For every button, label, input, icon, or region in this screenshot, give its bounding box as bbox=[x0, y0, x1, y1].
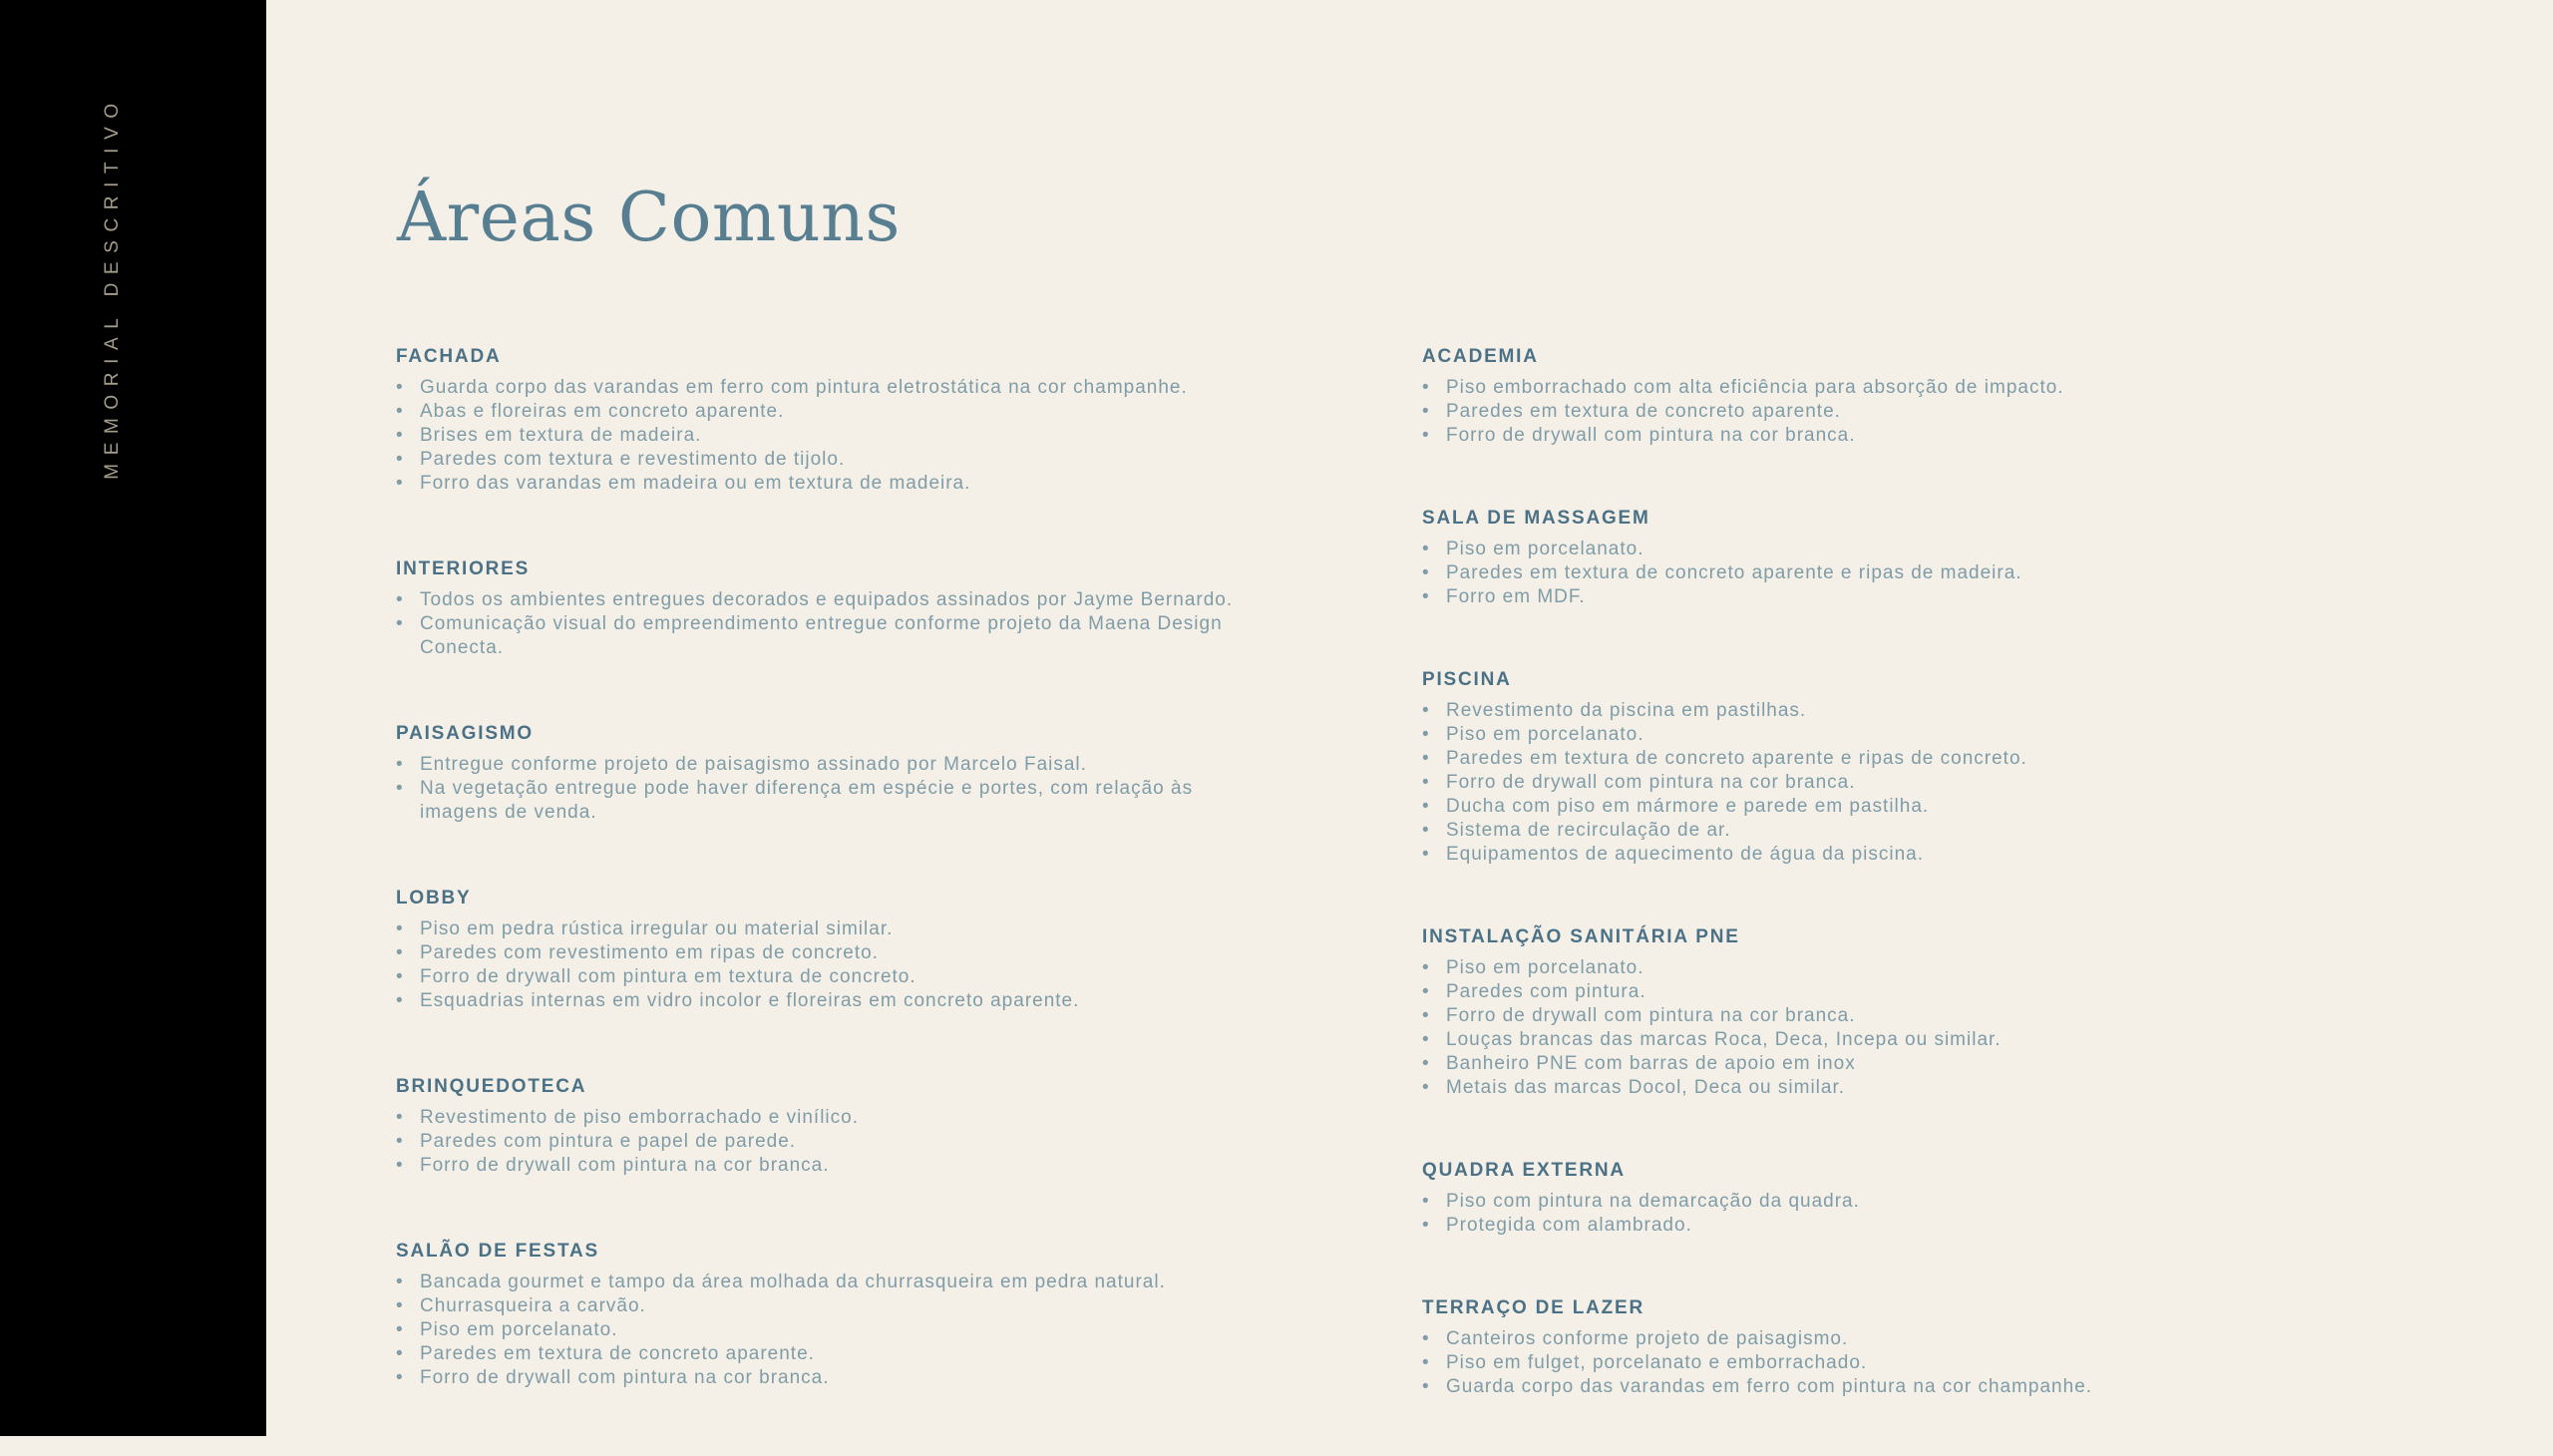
list-item bbox=[396, 472, 1293, 496]
list-item-text: Louças brancas das marcas Roca, Deca, Incepa ou similar. bbox=[1446, 1029, 2002, 1050]
section-list bbox=[396, 753, 1293, 825]
list-item bbox=[396, 400, 1293, 424]
list-item-text: Piso em porcelanato. bbox=[1446, 539, 1644, 559]
list-item-text: Paredes em textura de concreto aparente e ripas de concreto. bbox=[1446, 748, 2027, 769]
section-list bbox=[396, 917, 1293, 1013]
list-item-text: Na vegetação entregue pode haver diferença em espécie e portes, com relação às imagens de venda. bbox=[420, 778, 1194, 823]
section-title: FACHADA bbox=[396, 346, 502, 367]
list-item-text: Guarda corpo das varandas em ferro com pintura na cor champanhe. bbox=[1446, 1376, 2093, 1397]
list-item bbox=[1422, 538, 2320, 561]
list-item-text: Forro das varandas em madeira ou em textura de madeira. bbox=[420, 473, 971, 494]
list-item bbox=[1422, 1214, 2320, 1238]
list-item bbox=[1422, 819, 2320, 843]
list-item-text: Forro de drywall com pintura na cor branca. bbox=[420, 1155, 830, 1176]
list-item bbox=[396, 965, 1293, 989]
list-item-text: Brises em textura de madeira. bbox=[420, 425, 702, 446]
list-item bbox=[1422, 771, 2320, 795]
list-item bbox=[396, 612, 1258, 660]
list-item-text: Comunicação visual do empreendimento entregue conforme projeto da Maena Design Conecta. bbox=[420, 613, 1223, 658]
list-item-text: Bancada gourmet e tampo da área molhada da churrasqueira em pedra natural. bbox=[420, 1272, 1166, 1292]
list-item-text: Churrasqueira a carvão. bbox=[420, 1295, 646, 1316]
section-list bbox=[1422, 538, 2320, 609]
list-item bbox=[396, 1366, 1293, 1390]
list-item-text: Piso em porcelanato. bbox=[1446, 724, 1644, 745]
list-item bbox=[1422, 843, 2320, 867]
list-item bbox=[1422, 1052, 2320, 1076]
list-item bbox=[1422, 376, 2320, 400]
section-list bbox=[1422, 699, 2320, 867]
list-item-text: Todos os ambientes entregues decorados e equipados assinados por Jayme Bernardo. bbox=[420, 589, 1234, 610]
list-item-text: Piso em fulget, porcelanato e emborrachado. bbox=[1446, 1352, 1868, 1373]
section-instalacao-sanitaria-pne bbox=[1422, 923, 2320, 1100]
list-item bbox=[396, 376, 1293, 400]
list-item bbox=[1422, 1351, 2320, 1375]
list-item bbox=[1422, 723, 2320, 747]
list-item bbox=[1422, 561, 2320, 585]
section-brinquedoteca bbox=[396, 1073, 1293, 1178]
section-terraco-de-lazer bbox=[1422, 1294, 2320, 1399]
section-list bbox=[1422, 1327, 2320, 1399]
list-item-text: Paredes em textura de concreto aparente. bbox=[1446, 401, 1841, 422]
list-item bbox=[1422, 400, 2320, 424]
list-item-text: Sistema de recirculação de ar. bbox=[1446, 820, 1731, 841]
list-item-text: Piso em porcelanato. bbox=[420, 1319, 618, 1340]
list-item bbox=[1422, 1190, 2320, 1214]
list-item-text: Paredes em textura de concreto aparente e ripas de madeira. bbox=[1446, 562, 2022, 583]
list-item-text: Forro de drywall com pintura na cor branca. bbox=[1446, 425, 1856, 446]
list-item-text: Abas e floreiras em concreto aparente. bbox=[420, 401, 785, 422]
list-item-text: Banheiro PNE com barras de apoio em inox bbox=[1446, 1053, 1856, 1074]
list-item bbox=[1422, 1375, 2320, 1399]
section-title: INTERIORES bbox=[396, 558, 531, 579]
list-item bbox=[1422, 795, 2320, 819]
list-item-text: Piso em porcelanato. bbox=[1446, 957, 1644, 978]
list-item bbox=[396, 777, 1208, 825]
section-title: SALÃO DE FESTAS bbox=[396, 1241, 599, 1262]
section-list bbox=[1422, 1190, 2320, 1238]
list-item bbox=[1422, 699, 2320, 723]
list-item-text: Entregue conforme projeto de paisagismo assinado por Marcelo Faisal. bbox=[420, 754, 1087, 775]
list-item bbox=[396, 1271, 1293, 1294]
list-item bbox=[396, 753, 1293, 777]
section-paisagismo bbox=[396, 720, 1293, 825]
list-item bbox=[1422, 980, 2320, 1004]
list-item-text: Forro de drywall com pintura na cor branca. bbox=[1446, 1005, 1856, 1026]
list-item bbox=[396, 1130, 1293, 1154]
list-item bbox=[396, 424, 1293, 448]
section-salao-de-festas bbox=[396, 1238, 1293, 1390]
list-item-text: Piso com pintura na demarcação da quadra. bbox=[1446, 1191, 1860, 1212]
list-item bbox=[396, 941, 1293, 965]
list-item-text: Metais das marcas Docol, Deca ou similar. bbox=[1446, 1077, 1846, 1098]
list-item bbox=[396, 1106, 1293, 1130]
list-item-text: Paredes com pintura. bbox=[1446, 981, 1646, 1002]
section-lobby bbox=[396, 885, 1293, 1013]
section-interiores bbox=[396, 555, 1293, 660]
section-title: PAISAGISMO bbox=[396, 723, 534, 744]
section-piscina bbox=[1422, 666, 2320, 867]
section-list bbox=[1422, 956, 2320, 1100]
list-item bbox=[1422, 1076, 2320, 1100]
list-item bbox=[1422, 424, 2320, 448]
list-item-text: Paredes com revestimento em ripas de concreto. bbox=[420, 942, 879, 963]
section-academia bbox=[1422, 343, 2320, 448]
list-item bbox=[396, 917, 1293, 941]
list-item-text: Piso emborrachado com alta eficiência para absorção de impacto. bbox=[1446, 377, 2064, 398]
sidebar-label: MEMORIAL DESCRITIVO bbox=[102, 95, 123, 480]
list-item-text: Forro em MDF. bbox=[1446, 586, 1586, 607]
section-list bbox=[396, 588, 1293, 660]
list-item bbox=[396, 1294, 1293, 1318]
page-title: Áreas Comuns bbox=[397, 179, 901, 257]
section-title: TERRAÇO DE LAZER bbox=[1422, 1297, 1645, 1318]
list-item-text: Canteiros conforme projeto de paisagismo. bbox=[1446, 1328, 1849, 1349]
list-item-text: Paredes com textura e revestimento de tijolo. bbox=[420, 449, 846, 470]
section-title: LOBBY bbox=[396, 888, 472, 909]
list-item-text: Revestimento da piscina em pastilhas. bbox=[1446, 700, 1807, 721]
list-item-text: Equipamentos de aquecimento de água da piscina. bbox=[1446, 844, 1925, 865]
list-item bbox=[396, 1318, 1293, 1342]
right-column bbox=[1422, 343, 2320, 1456]
section-title: PISCINA bbox=[1422, 669, 1512, 690]
section-list bbox=[1422, 376, 2320, 448]
list-item bbox=[396, 1342, 1293, 1366]
section-title: BRINQUEDOTECA bbox=[396, 1076, 587, 1097]
list-item bbox=[396, 1154, 1293, 1178]
section-title: ACADEMIA bbox=[1422, 346, 1539, 367]
sidebar bbox=[0, 0, 266, 1436]
list-item bbox=[396, 588, 1293, 612]
list-item-text: Revestimento de piso emborrachado e vinílico. bbox=[420, 1107, 859, 1128]
list-item-text: Guarda corpo das varandas em ferro com pintura eletrostática na cor champanhe. bbox=[420, 377, 1188, 398]
list-item bbox=[1422, 956, 2320, 980]
section-title: QUADRA EXTERNA bbox=[1422, 1160, 1626, 1181]
section-fachada bbox=[396, 343, 1293, 496]
list-item-text: Paredes em textura de concreto aparente. bbox=[420, 1343, 815, 1364]
section-sala-de-massagem bbox=[1422, 505, 2320, 609]
list-item-text: Piso em pedra rústica irregular ou material similar. bbox=[420, 918, 894, 939]
list-item bbox=[396, 448, 1293, 472]
section-quadra-externa bbox=[1422, 1157, 2320, 1238]
list-item bbox=[1422, 1004, 2320, 1028]
list-item bbox=[1422, 747, 2320, 771]
section-list bbox=[396, 1271, 1293, 1390]
section-title: INSTALAÇÃO SANITÁRIA PNE bbox=[1422, 926, 1740, 947]
list-item bbox=[1422, 1327, 2320, 1351]
list-item-text: Paredes com pintura e papel de parede. bbox=[420, 1131, 797, 1152]
section-title: SALA DE MASSAGEM bbox=[1422, 508, 1650, 529]
list-item-text: Protegida com alambrado. bbox=[1446, 1215, 1692, 1236]
list-item-text: Forro de drywall com pintura na cor branca. bbox=[420, 1367, 830, 1388]
list-item bbox=[1422, 585, 2320, 609]
left-column bbox=[396, 343, 1293, 1450]
list-item-text: Ducha com piso em mármore e parede em pastilha. bbox=[1446, 796, 1930, 817]
list-item bbox=[1422, 1028, 2320, 1052]
list-item-text: Forro de drywall com pintura na cor branca. bbox=[1446, 772, 1856, 793]
list-item bbox=[396, 989, 1293, 1013]
section-list bbox=[396, 1106, 1293, 1178]
list-item-text: Forro de drywall com pintura em textura de concreto. bbox=[420, 966, 916, 987]
list-item-text: Esquadrias internas em vidro incolor e floreiras em concreto aparente. bbox=[420, 990, 1080, 1011]
section-list bbox=[396, 376, 1293, 496]
